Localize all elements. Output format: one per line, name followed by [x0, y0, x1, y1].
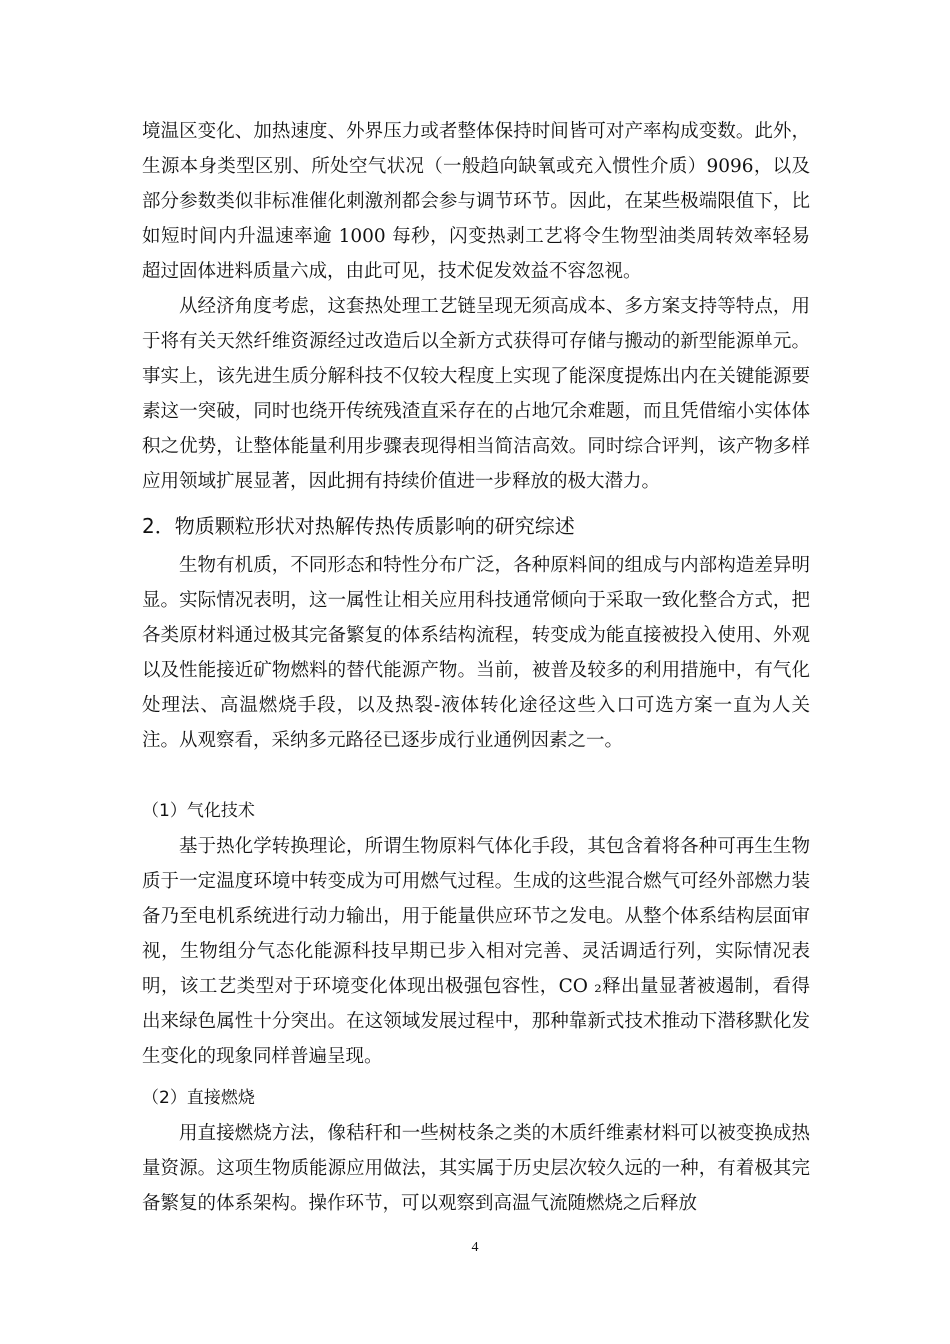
paragraph-5: 用直接燃烧方法，像秸秆和一些树枝条之类的木质纤维素材料可以被变换成热量资源。这项生物质能源应用做法，其实属于历史层次较久远的一种，有着极其完备繁复的体系架构。操作环节，可以观察到高温气流随燃烧之后释放: [142, 1123, 810, 1214]
spacer: [142, 758, 810, 794]
paragraph-2: 从经济角度考虑，这套热处理工艺链呈现无须高成本、多方案支持等特点，用于将有关天然纤维资源经过改造后以全新方式获得可存储与搬动的新型能源单元。事实上，该先进生质分解科技不仅较大程度上实现了能深度提炼出内在关键能源要素这一突破，同时也绕开传统残渣直采存在的占地冗余难题，而且凭借缩小实体体积之优势，让整体能量利用步骤表现得相当简洁高效。同时综合评判，该产物多样应用领域扩展显著，因此拥有持续价值进一步释放的极大潜力。: [142, 296, 810, 492]
subheading-direct-combustion: （2）直接燃烧: [142, 1088, 255, 1108]
paragraph-3: 生物有机质，不同形态和特性分布广泛，各种原料间的组成与内部构造差异明显。实际情况表明，这一属性让相关应用科技通常倾向于采取一致化整合方式，把各类原材料通过极其完备繁复的体系结构流程，转变成为能直接被投入使用、外观以及性能接近矿物燃料的替代能源产物。当前，被普及较多的利用措施中，有气化处理法、高温燃烧手段，以及热裂-液体转化途径这些入口可选方案一直为人关注。从观察看，采纳多元路径已逐步成行业通例因素之一。: [142, 555, 810, 751]
paragraph-4: 基于热化学转换理论，所谓生物原料气体化手段，其包含着将各种可再生生物质于一定温度环境中转变成为可用燃气过程。生成的这些混合燃气可经外部燃力装备乃至电机系统进行动力输出，用于能量供应环节之发电。从整个体系结构层面审视，生物组分气态化能源科技早期已步入相对完善、灵活调适行列，实际情况表明，该工艺类型对于环境变化体现出极强包容性，CO ₂释出量显著被遏制，看得出来绿色属性十分突出。在这领域发展过程中，那种靠新式技术推动下潜移默化发生变化的现象同样普遍呈现。: [142, 836, 810, 1067]
spacer-small: [142, 1074, 810, 1081]
page-number: 4: [471, 1240, 479, 1255]
page-content: [142, 114, 810, 1221]
section-heading-2: 2．物质颗粒形状对热解传热传质影响的研究综述: [142, 514, 575, 538]
subheading-gasification: （1）气化技术: [142, 801, 255, 821]
paragraph-1: 境温区变化、加热速度、外界压力或者整体保持时间皆可对产率构成变数。此外，生源本身类型区别、所处空气状况（一般趋向缺氧或充入惯性介质）9096，以及部分参数类似非标准催化刺激剂都会参与调节环节。因此，在某些极端限值下，比如短时间内升温速率逾 1000 每秒，闪变热剥工艺将令生物型油类周转效率轻易超过固体进料质量六成，由此可见，技术促发效益不容忽视。: [142, 121, 810, 282]
